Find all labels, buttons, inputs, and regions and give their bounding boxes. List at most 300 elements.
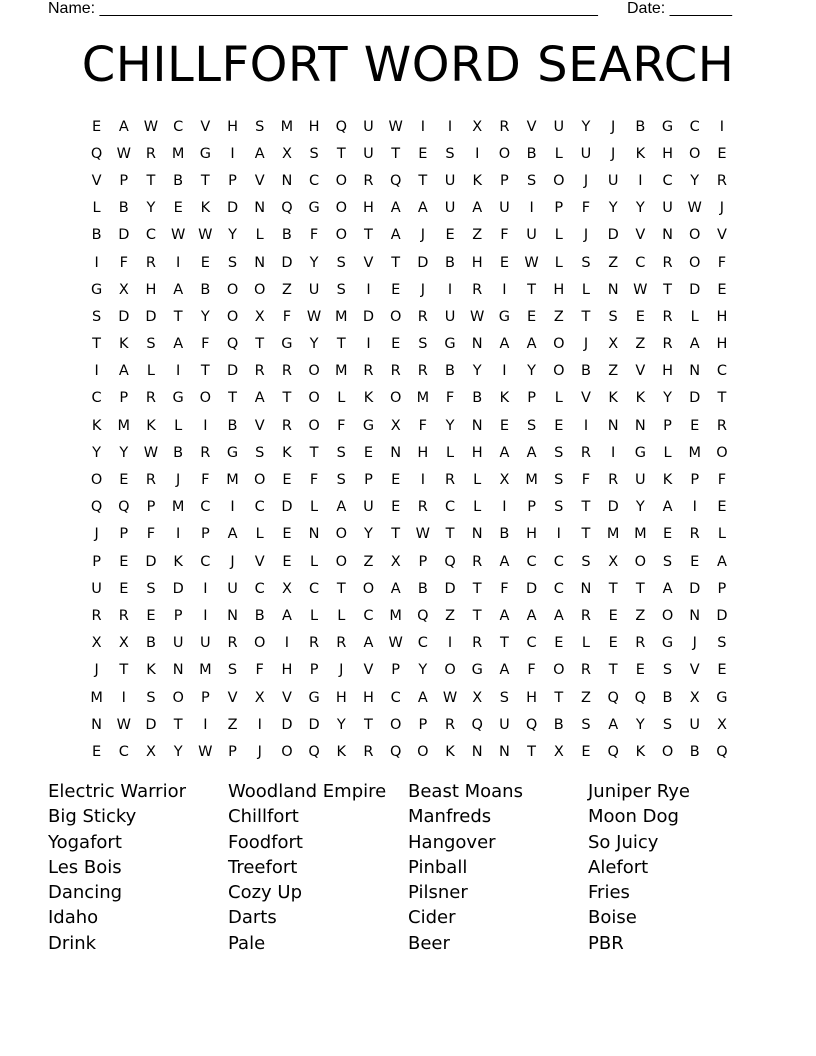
grid-letter: L xyxy=(663,444,672,461)
grid-letter: E xyxy=(499,417,509,434)
grid-letter: D xyxy=(308,716,320,733)
grid-letter: O xyxy=(444,662,456,679)
grid-letter: N xyxy=(471,336,483,353)
grid-letter: T xyxy=(364,716,373,733)
grid-letter: L xyxy=(554,390,563,407)
grid-letter: E xyxy=(418,145,428,162)
grid-letter: M xyxy=(199,662,212,679)
grid-letter: P xyxy=(663,417,672,434)
grid-letter: F xyxy=(309,227,319,244)
grid-letter: C xyxy=(309,172,320,189)
grid-letter: S xyxy=(255,118,265,135)
grid-letter: N xyxy=(471,526,483,543)
grid-letter: H xyxy=(281,662,293,679)
grid-letter: D xyxy=(607,499,619,516)
grid-letter: K xyxy=(173,553,183,570)
grid-letter: K xyxy=(445,743,455,760)
grid-letter: W xyxy=(415,526,431,543)
grid-letter: N xyxy=(689,607,701,624)
grid-letter: A xyxy=(254,145,265,162)
grid-letter: J xyxy=(420,281,425,298)
grid-letter: X xyxy=(716,716,727,733)
grid-letter: I xyxy=(366,336,371,353)
grid-letter: S xyxy=(526,172,537,189)
grid-letter: Y xyxy=(527,363,537,380)
grid-letter: D xyxy=(417,254,429,271)
grid-letter: S xyxy=(581,553,591,570)
grid-letter: H xyxy=(335,689,347,706)
grid-letter: O xyxy=(553,172,565,189)
grid-letter: E xyxy=(282,526,292,543)
grid-letter: S xyxy=(662,716,673,733)
grid-letter: K xyxy=(635,390,646,407)
grid-letter: C xyxy=(118,743,129,760)
grid-letter: Y xyxy=(608,200,618,217)
grid-letter: H xyxy=(553,281,565,298)
grid-letter: E xyxy=(581,743,591,760)
grid-letter: Y xyxy=(663,390,672,407)
grid-letter: A xyxy=(553,607,564,624)
grid-letter: E xyxy=(282,472,292,489)
word-list-item: So Juicy xyxy=(588,831,659,853)
grid-letter: D xyxy=(689,281,701,298)
grid-letter: I xyxy=(94,363,99,380)
grid-letter: J xyxy=(583,336,589,353)
grid-letter: A xyxy=(227,526,238,543)
grid-letter: U xyxy=(91,580,102,597)
grid-letter: F xyxy=(309,472,319,489)
grid-letter: O xyxy=(90,472,103,489)
grid-letter: R xyxy=(145,145,156,162)
grid-letter: D xyxy=(281,499,293,516)
grid-letter: B xyxy=(580,363,591,380)
grid-letter: G xyxy=(661,635,674,652)
grid-letter: I xyxy=(447,281,453,298)
grid-letter: J xyxy=(611,145,616,162)
grid-letter: Y xyxy=(309,336,319,353)
grid-letter: M xyxy=(335,308,348,325)
grid-letter: W xyxy=(524,254,539,271)
grid-letter: T xyxy=(282,390,292,407)
grid-letter: T xyxy=(472,580,482,597)
grid-letter: V xyxy=(281,689,292,706)
grid-letter: S xyxy=(336,281,346,298)
grid-letter: I xyxy=(420,118,425,135)
grid-letter: B xyxy=(553,716,564,733)
grid-letter: N xyxy=(607,281,619,298)
grid-letter: I xyxy=(502,363,507,380)
grid-letter: R xyxy=(309,635,320,652)
grid-letter: O xyxy=(389,716,402,733)
grid-letter: R xyxy=(118,607,129,624)
grid-letter: S xyxy=(554,472,564,489)
grid-letter: E xyxy=(92,118,102,135)
word-list-item: Alefort xyxy=(588,856,649,878)
grid-letter: T xyxy=(608,662,618,679)
grid-letter: Q xyxy=(389,172,402,189)
grid-letter: T xyxy=(717,390,727,407)
grid-letter: F xyxy=(255,662,264,679)
grid-letter: A xyxy=(173,281,184,298)
grid-letter: M xyxy=(525,472,538,489)
grid-letter: W xyxy=(306,308,322,325)
grid-letter: O xyxy=(689,254,701,271)
grid-letter: F xyxy=(146,526,156,543)
grid-letter: Z xyxy=(608,254,619,271)
grid-letter: S xyxy=(526,417,537,434)
grid-letter: O xyxy=(308,363,320,380)
grid-letter: J xyxy=(692,635,697,652)
grid-letter: D xyxy=(118,308,130,325)
grid-letter: K xyxy=(635,743,646,760)
word-list-item: Pale xyxy=(228,932,266,954)
grid-letter: E xyxy=(717,145,727,162)
grid-letter: T xyxy=(92,336,102,353)
grid-letter: U xyxy=(499,716,510,733)
grid-letter: G xyxy=(362,417,375,434)
grid-letter: P xyxy=(146,499,156,516)
grid-letter: N xyxy=(580,580,592,597)
grid-letter: O xyxy=(335,526,347,543)
page-title: CHILLFORT WORD SEARCH xyxy=(81,37,735,93)
grid-letter: D xyxy=(145,308,157,325)
grid-letter: I xyxy=(176,363,181,380)
grid-letter: S xyxy=(554,499,564,516)
grid-letter: C xyxy=(526,553,537,570)
grid-letter: F xyxy=(119,254,128,271)
grid-letter: U xyxy=(227,580,238,597)
grid-letter: P xyxy=(200,526,210,543)
grid-letter: O xyxy=(498,145,511,162)
grid-letter: O xyxy=(362,580,375,597)
grid-letter: C xyxy=(145,227,157,244)
grid-letter: O xyxy=(335,553,347,570)
grid-letter: W xyxy=(388,118,403,135)
grid-letter: S xyxy=(309,145,319,162)
grid-letter: E xyxy=(391,472,401,489)
grid-letter: P xyxy=(500,172,509,189)
grid-letter: N xyxy=(227,607,238,624)
grid-letter: R xyxy=(472,281,483,298)
grid-letter: U xyxy=(499,200,510,217)
grid-letter: A xyxy=(662,499,673,516)
grid-letter: R xyxy=(499,118,510,135)
grid-letter: B xyxy=(445,363,455,380)
grid-letter: I xyxy=(366,281,371,298)
word-list-item: Drink xyxy=(48,932,97,954)
grid-letter: K xyxy=(472,172,482,189)
grid-letter: B xyxy=(445,254,455,271)
grid-letter: F xyxy=(201,336,210,353)
grid-letter: R xyxy=(417,499,428,516)
grid-letter: O xyxy=(389,390,402,407)
grid-letter: K xyxy=(499,390,510,407)
grid-letter: E xyxy=(608,635,618,652)
grid-letter: A xyxy=(417,689,428,706)
grid-letter: E xyxy=(690,553,700,570)
grid-letter: P xyxy=(418,553,428,570)
grid-letter: H xyxy=(716,336,728,353)
grid-letter: S xyxy=(91,308,102,325)
grid-letter: A xyxy=(499,662,510,679)
grid-letter: Z xyxy=(635,336,646,353)
grid-letter: X xyxy=(499,472,510,489)
word-list-item: Darts xyxy=(228,907,277,929)
grid-letter: I xyxy=(94,254,99,271)
grid-letter: E xyxy=(119,553,129,570)
grid-letter: M xyxy=(171,499,185,516)
grid-letter: S xyxy=(717,635,727,652)
grid-letter: F xyxy=(445,390,455,407)
grid-letter: H xyxy=(716,308,728,325)
grid-letter: W xyxy=(442,689,458,706)
grid-letter: A xyxy=(608,716,619,733)
grid-letter: R xyxy=(444,716,456,733)
grid-letter: O xyxy=(335,172,347,189)
grid-letter: A xyxy=(254,390,265,407)
grid-letter: G xyxy=(90,281,103,298)
grid-letter: U xyxy=(308,281,320,298)
grid-letter: E xyxy=(119,472,129,489)
grid-letter: Z xyxy=(363,553,374,570)
word-list-item: Idaho xyxy=(48,907,99,929)
grid-letter: O xyxy=(661,607,674,624)
grid-letter: V xyxy=(635,227,646,244)
grid-letter: X xyxy=(472,118,483,135)
grid-letter: W xyxy=(198,743,213,760)
grid-letter: A xyxy=(118,363,129,380)
grid-letter: P xyxy=(527,390,536,407)
grid-letter: R xyxy=(91,607,102,624)
grid-letter: W xyxy=(687,200,702,217)
grid-letter: A xyxy=(390,227,401,244)
grid-letter: K xyxy=(146,417,156,434)
grid-letter: F xyxy=(717,472,727,489)
grid-letter: J xyxy=(583,227,589,244)
grid-letter: D xyxy=(689,390,701,407)
grid-letter: Y xyxy=(146,200,156,217)
grid-letter: A xyxy=(689,336,700,353)
grid-letter: M xyxy=(389,607,402,624)
grid-letter: G xyxy=(716,689,728,706)
grid-letter: A xyxy=(173,336,184,353)
grid-letter: Y xyxy=(635,200,645,217)
grid-letter: N xyxy=(471,743,483,760)
grid-letter: Y xyxy=(418,662,428,679)
grid-letter: O xyxy=(553,336,565,353)
word-list-item: Pinball xyxy=(408,856,468,878)
grid-letter: A xyxy=(281,607,292,624)
grid-letter: D xyxy=(118,227,130,244)
grid-letter: D xyxy=(226,363,239,380)
grid-letter: A xyxy=(716,553,727,570)
grid-letter: O xyxy=(634,553,647,570)
grid-letter: B xyxy=(499,526,510,543)
grid-letter: O xyxy=(281,743,293,760)
grid-letter: H xyxy=(471,254,483,271)
grid-letter: X xyxy=(254,689,265,706)
grid-letter: E xyxy=(119,580,129,597)
grid-letter: N xyxy=(254,200,266,217)
grid-letter: B xyxy=(145,635,156,652)
grid-letter: S xyxy=(499,689,510,706)
grid-letter: X xyxy=(472,689,483,706)
grid-letter: F xyxy=(500,227,509,244)
grid-letter: Y xyxy=(336,716,346,733)
grid-letter: P xyxy=(119,526,129,543)
grid-letter: R xyxy=(281,417,292,434)
grid-letter: L xyxy=(554,227,563,244)
worksheet-header xyxy=(48,0,748,20)
grid-letter: R xyxy=(472,635,483,652)
grid-letter: L xyxy=(554,145,563,162)
grid-letter: E xyxy=(391,336,401,353)
grid-letter: X xyxy=(281,145,292,162)
grid-letter: A xyxy=(417,200,428,217)
grid-letter: T xyxy=(200,172,210,189)
grid-letter: R xyxy=(390,363,401,380)
grid-letter: R xyxy=(689,526,700,543)
grid-letter: G xyxy=(172,390,184,407)
grid-letter: Y xyxy=(445,417,455,434)
grid-letter: E xyxy=(554,635,564,652)
grid-letter: P xyxy=(391,662,401,679)
grid-letter: B xyxy=(91,227,102,244)
grid-letter: Y xyxy=(173,743,183,760)
grid-letter: Q xyxy=(634,689,647,706)
grid-letter: L xyxy=(146,363,156,380)
grid-letter: R xyxy=(417,363,428,380)
grid-letter: P xyxy=(228,743,237,760)
grid-letter: Q xyxy=(525,716,538,733)
grid-letter: D xyxy=(444,580,456,597)
grid-letter: W xyxy=(170,227,186,244)
grid-letter: E xyxy=(200,254,210,271)
grid-letter: I xyxy=(638,172,643,189)
grid-letter: R xyxy=(417,308,428,325)
grid-letter: F xyxy=(581,200,591,217)
word-list xyxy=(48,779,768,956)
grid-letter: V xyxy=(363,254,374,271)
grid-letter: R xyxy=(363,172,374,189)
grid-letter: J xyxy=(611,118,616,135)
grid-letter: L xyxy=(581,281,591,298)
grid-letter: A xyxy=(499,553,510,570)
grid-letter: T xyxy=(581,526,591,543)
grid-letter: N xyxy=(254,254,266,271)
grid-letter: I xyxy=(203,580,208,597)
grid-letter: H xyxy=(363,200,374,217)
grid-letter: M xyxy=(335,363,348,380)
grid-letter: R xyxy=(716,417,727,434)
grid-letter: U xyxy=(444,200,456,217)
grid-letter: U xyxy=(363,145,374,162)
grid-letter: C xyxy=(635,254,646,271)
grid-letter: Z xyxy=(472,227,483,244)
grid-letter: K xyxy=(608,390,618,407)
grid-letter: M xyxy=(634,526,647,543)
grid-letter: O xyxy=(716,444,728,461)
grid-letter: H xyxy=(662,363,673,380)
grid-letter: P xyxy=(309,662,319,679)
grid-letter: P xyxy=(418,716,428,733)
grid-letter: P xyxy=(554,200,564,217)
grid-letter: C xyxy=(173,118,184,135)
grid-letter: Q xyxy=(716,743,728,760)
grid-letter: S xyxy=(227,662,238,679)
grid-letter: S xyxy=(418,336,428,353)
grid-letter: G xyxy=(281,336,293,353)
grid-letter: N xyxy=(172,662,184,679)
grid-letter: O xyxy=(308,390,320,407)
grid-letter: E xyxy=(527,308,537,325)
grid-letter: I xyxy=(176,254,181,271)
grid-letter: O xyxy=(308,417,320,434)
word-list-item: Hangover xyxy=(408,831,496,853)
grid-letter: R xyxy=(444,472,456,489)
grid-letter: G xyxy=(226,444,239,461)
grid-letter: V xyxy=(581,390,591,407)
grid-letter: U xyxy=(553,118,565,135)
grid-letter: S xyxy=(581,254,591,271)
grid-letter: Z xyxy=(635,607,646,624)
word-list-item: Woodland Empire xyxy=(228,781,387,802)
grid-letter: I xyxy=(502,281,507,298)
grid-letter: J xyxy=(719,200,725,217)
grid-letter: I xyxy=(556,526,561,543)
grid-letter: J xyxy=(94,662,99,679)
grid-letter: S xyxy=(227,254,238,271)
grid-letter: Q xyxy=(607,689,619,706)
grid-letter: E xyxy=(717,662,727,679)
grid-letter: C xyxy=(526,635,537,652)
grid-letter: I xyxy=(611,444,616,461)
grid-letter: Z xyxy=(608,363,619,380)
grid-letter: I xyxy=(529,200,534,217)
grid-letter: R xyxy=(281,363,292,380)
grid-letter: T xyxy=(391,526,401,543)
grid-letter: L xyxy=(690,308,699,325)
grid-letter: U xyxy=(635,472,646,489)
grid-letter: Z xyxy=(281,281,292,298)
grid-letter: U xyxy=(363,499,374,516)
grid-letter: H xyxy=(363,689,374,706)
grid-letter: B xyxy=(526,145,537,162)
grid-letter: T xyxy=(146,172,156,189)
grid-letter: I xyxy=(502,499,507,516)
grid-letter: U xyxy=(689,716,701,733)
grid-letter: Q xyxy=(335,118,347,135)
grid-letter: O xyxy=(661,743,674,760)
grid-letter: Y xyxy=(92,444,102,461)
grid-letter: D xyxy=(526,580,538,597)
grid-letter: A xyxy=(472,200,483,217)
grid-letter: Q xyxy=(417,607,429,624)
grid-letter: T xyxy=(364,227,373,244)
grid-letter: R xyxy=(580,662,591,679)
grid-letter: R xyxy=(662,336,673,353)
grid-letter: O xyxy=(335,227,347,244)
grid-letter: I xyxy=(475,145,480,162)
grid-letter: T xyxy=(200,363,210,380)
grid-letter: X xyxy=(553,743,564,760)
grid-letter: B xyxy=(173,172,184,189)
grid-letter: I xyxy=(203,417,208,434)
grid-letter: W xyxy=(198,227,213,244)
grid-letter: W xyxy=(388,635,403,652)
grid-letter: B xyxy=(472,390,483,407)
grid-letter: V xyxy=(689,662,700,679)
